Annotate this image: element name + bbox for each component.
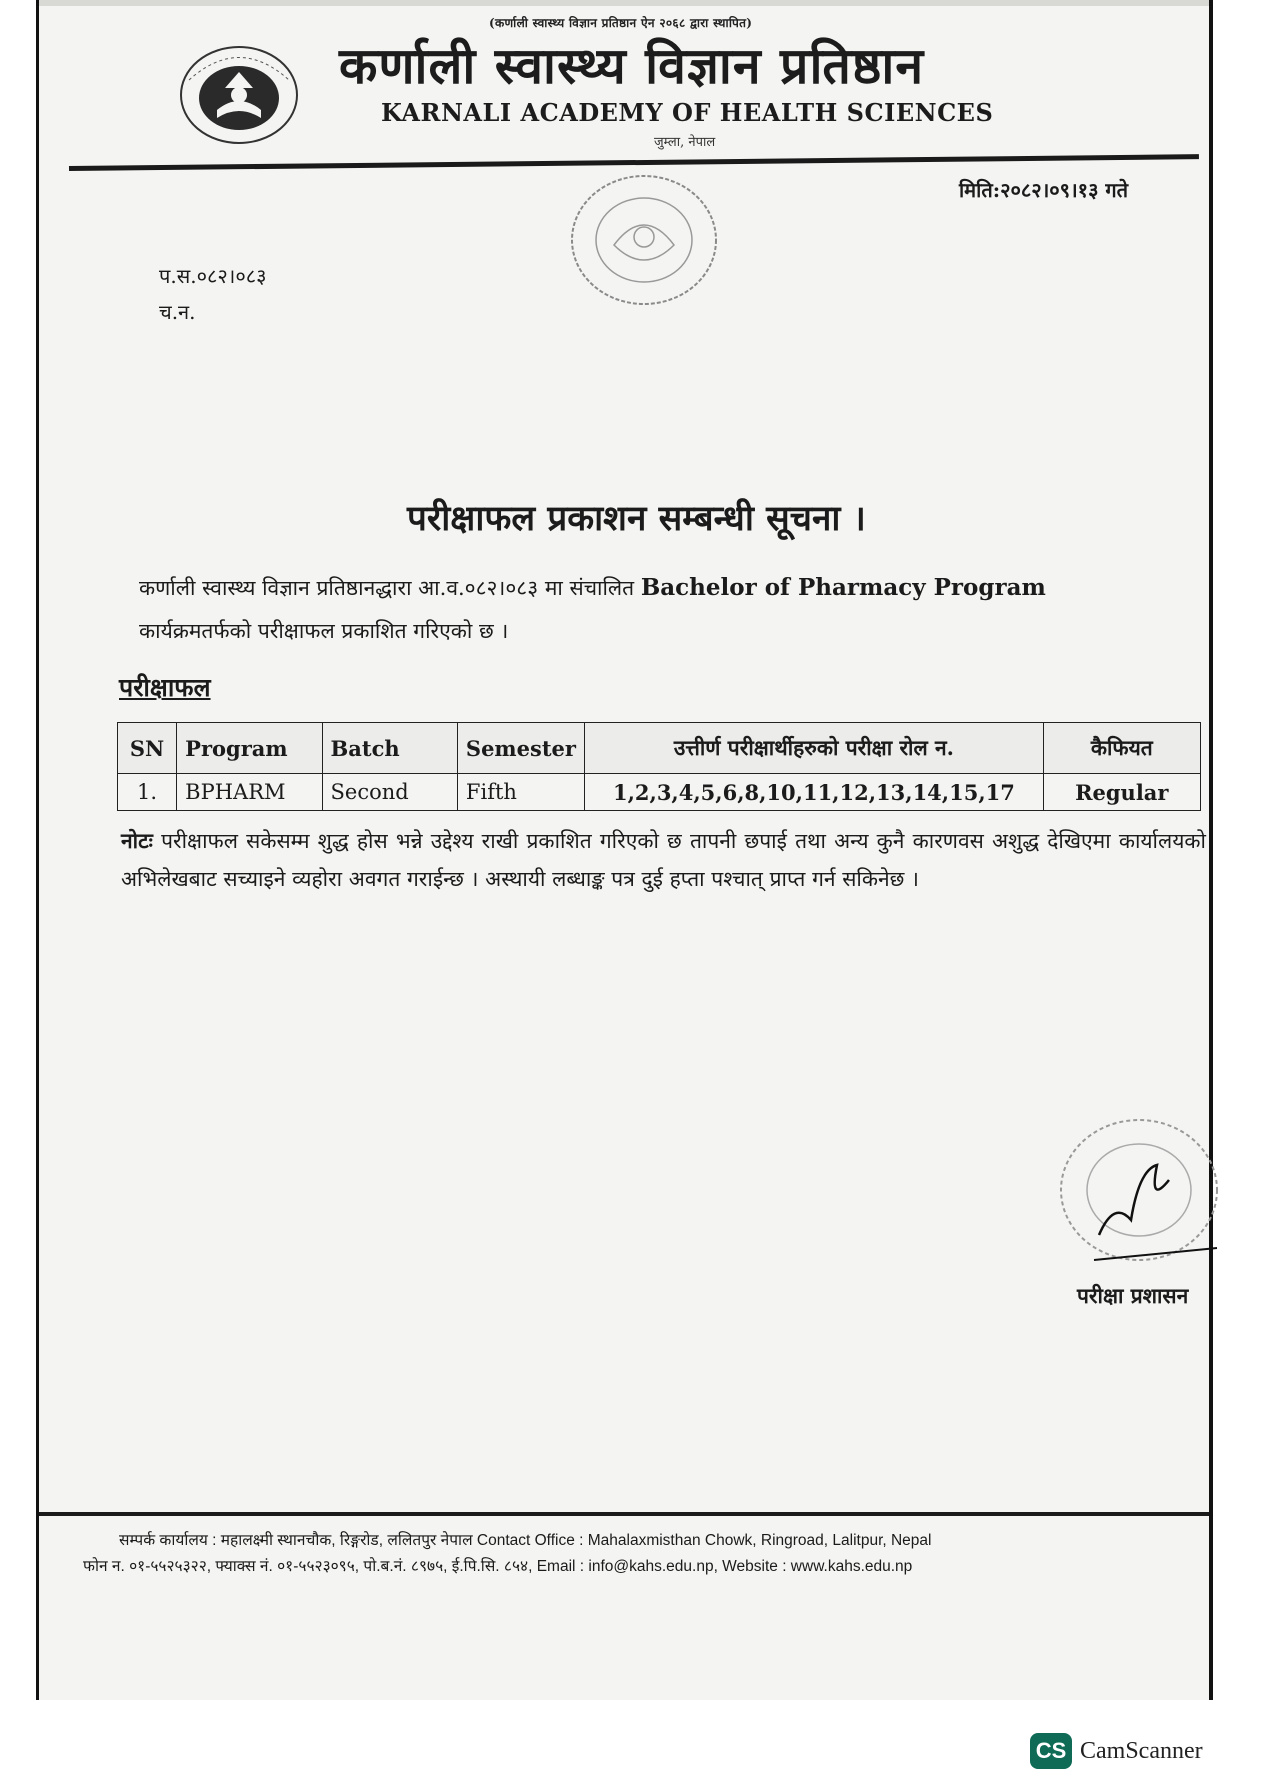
column-header-program: Program (177, 723, 322, 774)
program-name: Bachelor of Pharmacy Program (640, 574, 1046, 601)
notice-paragraph-suffix: कार्यक्रमतर्फको परीक्षाफल प्रकाशित गरिएको छ । (139, 619, 509, 643)
signatory-title: परीक्षा प्रशासन (1077, 1283, 1189, 1308)
notice-paragraph-prefix: कर्णाली स्वास्थ्य विज्ञान प्रतिष्ठानद्धारा आ.व.०८२।०८३ मा संचालित (139, 576, 635, 600)
table-header-row (118, 723, 1201, 774)
page-edge-shadow (39, 0, 1209, 6)
cell-roll-numbers: 1,2,3,4,5,6,8,10,11,12,13,14,15,17 (585, 774, 1043, 811)
column-header-semester: Semester (457, 723, 584, 774)
table-row (118, 774, 1201, 811)
cell-semester: Fifth (457, 774, 584, 811)
cell-sn: 1. (118, 774, 177, 811)
cell-program: BPHARM (177, 774, 322, 811)
notice-date: मिति:२०८२।०९।१३ गते (959, 178, 1129, 202)
cell-remarks: Regular (1043, 774, 1200, 811)
result-heading: परीक्षाफल (119, 673, 211, 702)
footer-divider (39, 1512, 1209, 1516)
document-page (36, 0, 1213, 1700)
cell-batch: Second (322, 774, 457, 811)
institution-location: जुम्ला, नेपाल (654, 135, 716, 150)
result-table (117, 722, 1201, 811)
notice-subject: परीक्षाफल प्रकाशन सम्बन्धी सूचना । (407, 498, 866, 539)
camscanner-watermark (1030, 1733, 1203, 1769)
establishment-note: (कर्णाली स्वास्थ्य विज्ञान प्रतिष्ठान ऐन २०६८ द्वारा स्थापित) (489, 16, 753, 30)
notice-paragraph (139, 566, 1219, 653)
dispatch-number: च.न. (159, 300, 196, 324)
column-header-roll-numbers: उत्तीर्ण परीक्षार्थीहरुको परीक्षा रोल न. (585, 723, 1043, 774)
reference-number: प.स.०८२।०८३ (159, 264, 267, 288)
column-header-remarks: कैफियत (1043, 723, 1200, 774)
column-header-sn: SN (118, 723, 177, 774)
institution-title-english: KARNALI ACADEMY OF HEALTH SCIENCES (381, 98, 994, 127)
institution-title-nepali: कर्णाली स्वास्थ्य विज्ञान प्रतिष्ठान (339, 36, 925, 95)
signature-stamp-icon (1039, 1110, 1219, 1280)
camscanner-label: CamScanner (1080, 1737, 1203, 1764)
note-label: नोटः (121, 828, 153, 853)
note-paragraph (121, 822, 1206, 898)
footer-contact-address: सम्पर्क कार्यालय : महालक्ष्मी स्थानचौक, रिङ्गरोड, ललितपुर नेपाल Contact Office : Mahalaxmisthan Chowk, Ringroad, Lalitpur, Nepal (119, 1532, 932, 1549)
office-seal-stamp-icon (559, 165, 729, 315)
footer-contact-details: फोन न. ०१-५५२५३२२, फ्याक्स नं. ०१-५५२३०९५, पो.ब.नं. ८९७५, ई.पि.सि. ८५४, Email : info@kahs.edu.np, Website : www.kahs.edu.np (83, 1558, 913, 1575)
institution-logo-icon (169, 40, 309, 150)
note-text: परीक्षाफल सकेसम्म शुद्ध होस भन्ने उद्देश्य राखी प्रकाशित गरिएको छ तापनी छपाई तथा अन्य कुनै कारणवस अशुद्ध देखिएमा कार्यालयको अभिलेखबाट सच्याइने व्यहोरा अवगत गराईन्छ । अस्थायी लब्धाङ्क पत्र दुई हप्ता पश्चात् प्राप्त गर्न सकिनेछ । (121, 829, 1206, 891)
camscanner-logo-icon: CS (1030, 1733, 1072, 1769)
column-header-batch: Batch (322, 723, 457, 774)
